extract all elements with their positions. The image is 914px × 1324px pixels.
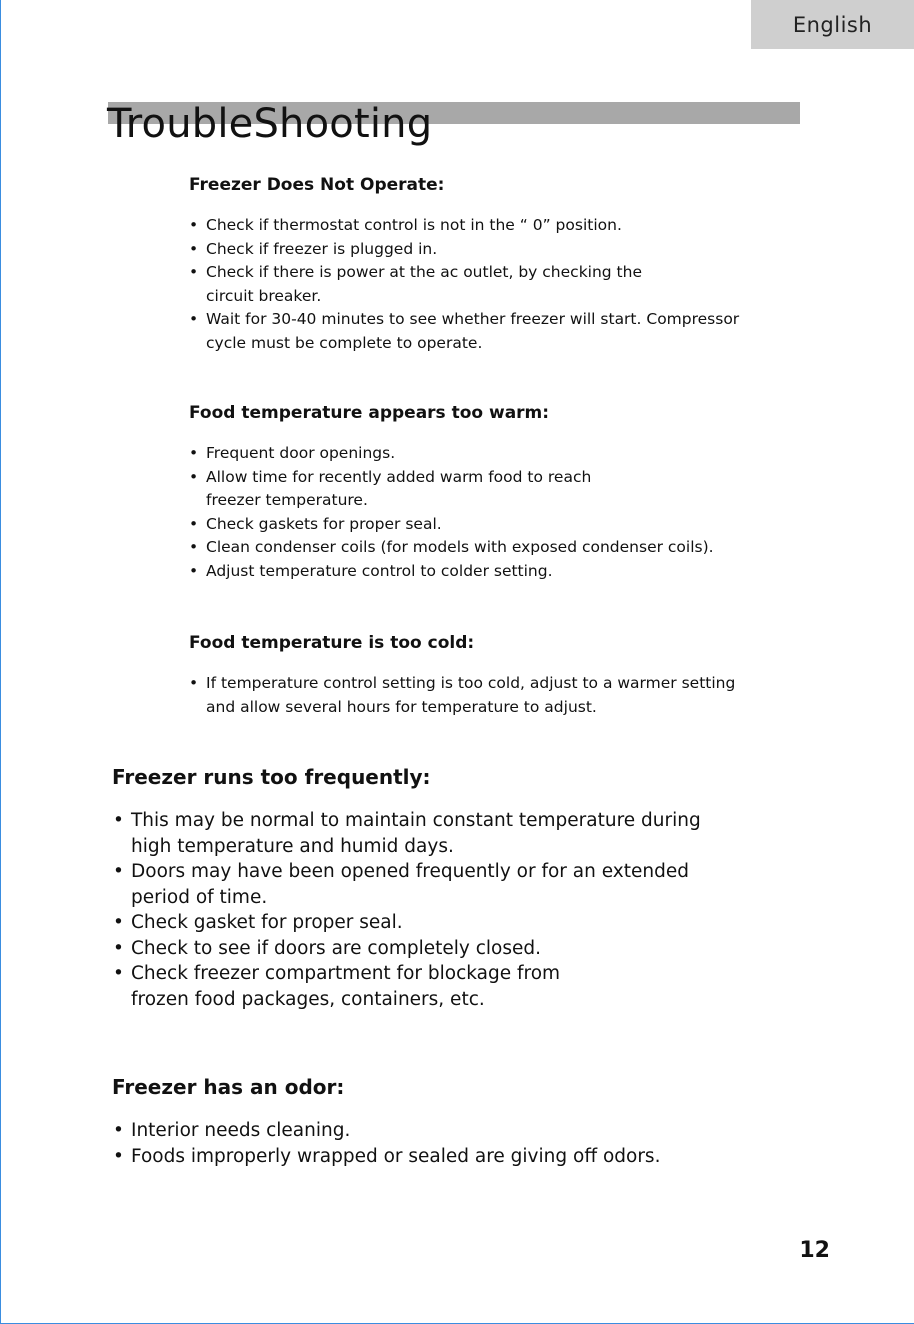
list-item-text: Doors may have been opened frequently or for an extended period of time. [131, 861, 689, 908]
page-number: 12 [799, 1238, 830, 1263]
list-item [189, 214, 809, 238]
list-item [189, 466, 809, 513]
language-label: English [792, 12, 873, 37]
list-item-text: Check gaskets for proper seal. [206, 514, 442, 533]
list-item [112, 910, 812, 936]
list-item-text: Check if freezer is plugged in. [206, 239, 438, 258]
bullet-list [189, 672, 809, 719]
list-item [189, 261, 809, 308]
list-item-text: Foods improperly wrapped or sealed are giving off odors. [131, 1145, 661, 1167]
section-food-too-cold [189, 632, 809, 719]
list-item-text: This may be normal to maintain constant temperature during high temperature and humid days. [131, 810, 701, 857]
list-item-text: Wait for 30-40 minutes to see whether freezer will start. Compressor cycle must be complete to operate. [206, 310, 740, 352]
list-item [112, 1118, 812, 1144]
section-heading: Freezer runs too frequently: [112, 765, 431, 789]
list-item-text: If temperature control setting is too cold, adjust to a warmer setting and allow several hours for temperature to adjust. [206, 674, 736, 716]
section-heading: Food temperature is too cold: [189, 633, 475, 653]
section-heading: Freezer has an odor: [112, 1075, 345, 1099]
language-tab [751, 0, 914, 49]
list-item [189, 308, 809, 355]
section-freezer-odor [112, 1074, 812, 1169]
section-heading: Freezer Does Not Operate: [189, 175, 445, 195]
list-item [189, 536, 809, 560]
bullet-list [189, 442, 809, 583]
list-item [189, 513, 809, 537]
section-runs-too-frequently [112, 764, 812, 1012]
section-heading: Food temperature appears too warm: [189, 403, 550, 423]
list-item-text: Check gasket for proper seal. [131, 912, 403, 933]
list-item-text: Check if thermostat control is not in the “ 0” position. [206, 216, 622, 234]
section-freezer-does-not-operate [189, 174, 809, 355]
list-item [189, 560, 809, 584]
bullet-list [112, 808, 812, 1012]
list-item-text: Check if there is power at the ac outlet, by checking the circuit breaker. [206, 263, 642, 305]
list-item-text: Frequent door openings. [206, 444, 396, 462]
list-item-text: Allow time for recently added warm food to reach freezer temperature. [206, 467, 592, 509]
list-item [189, 238, 809, 262]
list-item [189, 442, 809, 466]
list-item-text: Clean condenser coils (for models with exposed condenser coils). [206, 538, 714, 556]
page-border-left [0, 0, 1, 1324]
bullet-list [112, 1118, 812, 1169]
list-item [112, 808, 812, 859]
list-item-text: Check freezer compartment for blockage from frozen food packages, containers, etc. [131, 963, 561, 1010]
section-food-too-warm [189, 402, 809, 583]
list-item [189, 672, 809, 719]
list-item [112, 961, 812, 1012]
list-item [112, 936, 812, 962]
list-item-text: Adjust temperature control to colder setting. [206, 561, 553, 580]
page-title: TroubleShooting [107, 101, 433, 147]
list-item-text: Check to see if doors are completely closed. [131, 937, 542, 959]
list-item-text: Interior needs cleaning. [131, 1120, 351, 1141]
list-item [112, 1144, 812, 1170]
bullet-list [189, 214, 809, 355]
list-item [112, 859, 812, 910]
